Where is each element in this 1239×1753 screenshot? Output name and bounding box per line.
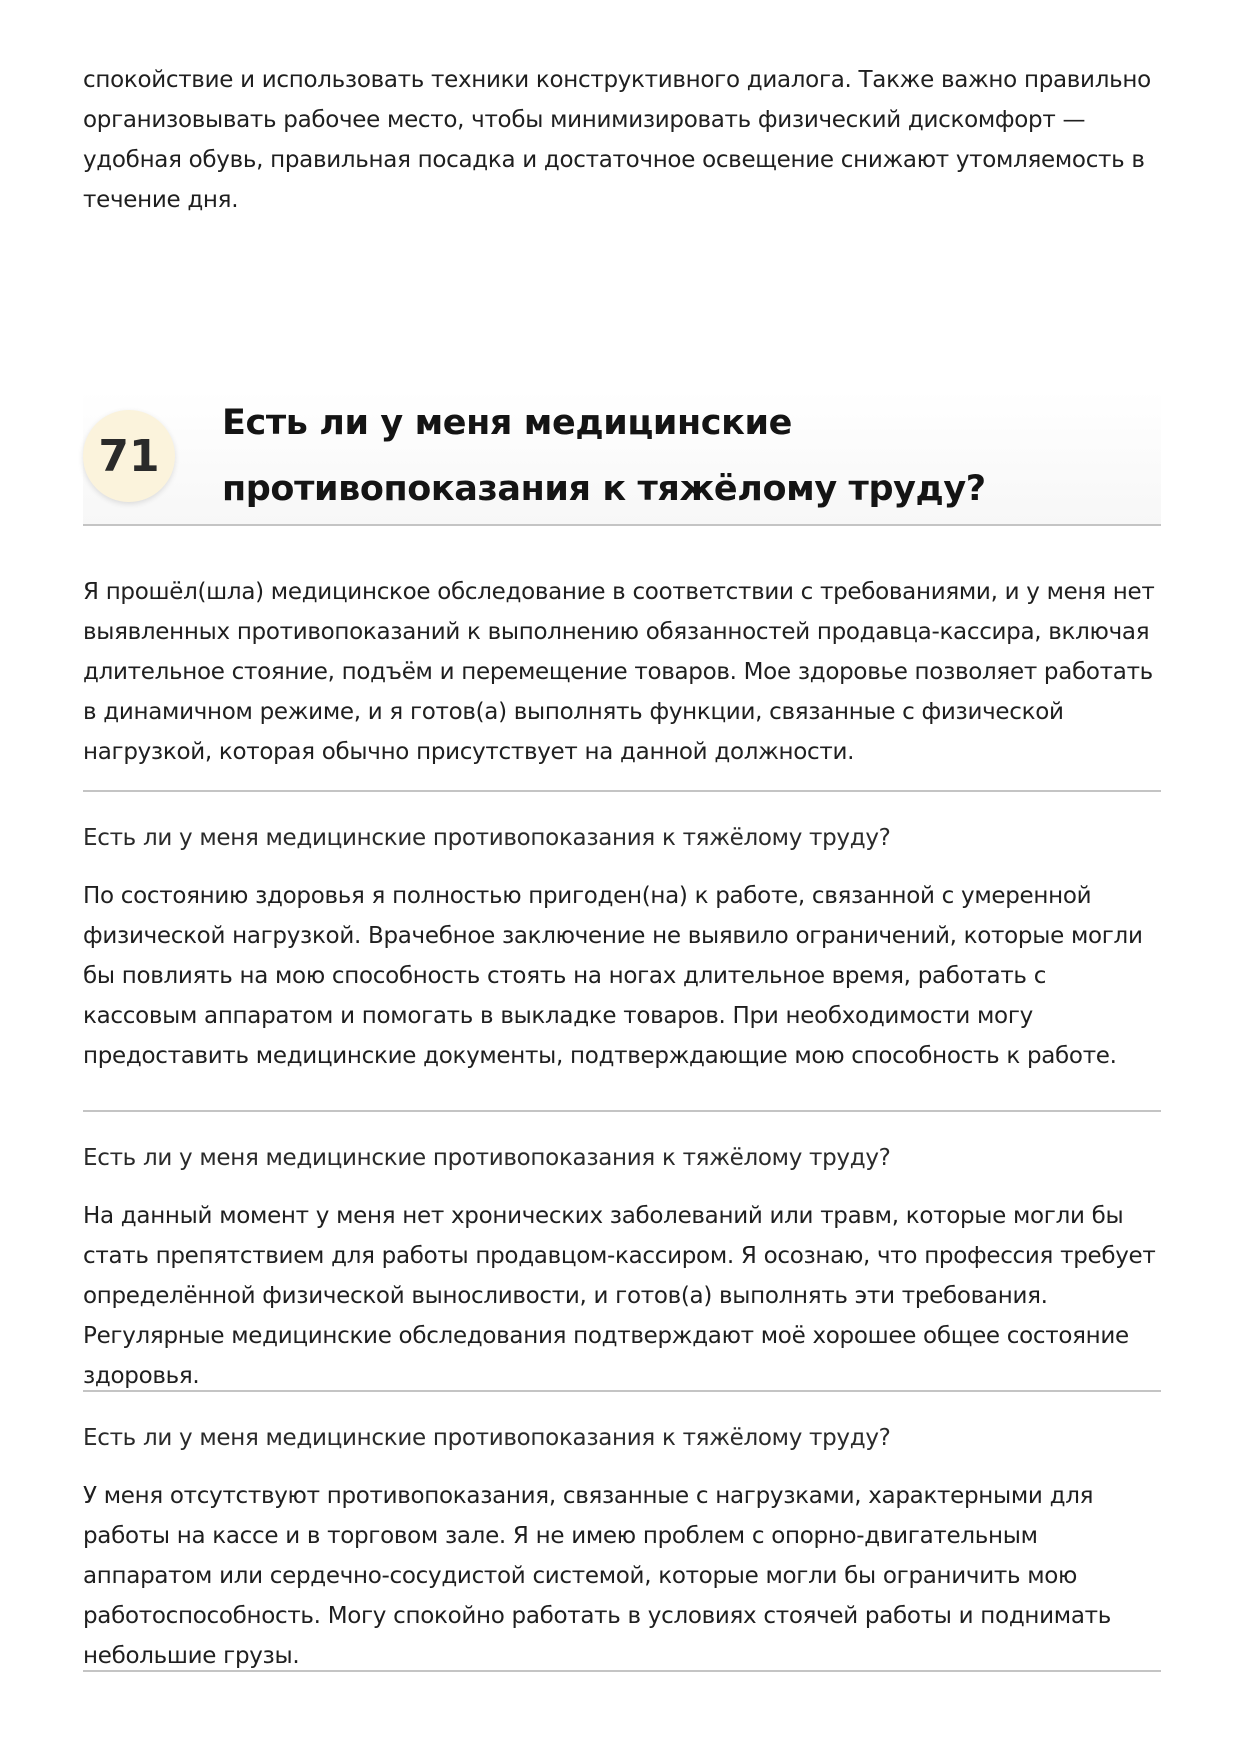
intro-paragraph: спокойствие и использовать техники конструктивного диалога. Также важно правильно организовывать рабочее место, чтобы минимизировать физический дискомфорт — удобная обувь, правильная посадка и достаточное освещение снижают утомляемость в течение дня. [83,67,1151,213]
answer-question: Есть ли у меня медицинские противопоказания к тяжёлому труду? [83,825,891,851]
answer-block [83,562,1161,792]
answer-block [83,1392,1161,1672]
answer-question: Есть ли у меня медицинские противопоказания к тяжёлому труду? [83,1145,891,1171]
answer-text: На данный момент у меня нет хронических заболеваний или травм, которые могли бы стать препятствием для работы продавцом-кассиром. Я осознаю, что профессия требует определённой физической выносливости, и готов(а) выполнять эти требования. Регулярные медицинские обследования подтверждают моё хорошее общее состояние здоровья. [83,1203,1156,1389]
answer-question: Есть ли у меня медицинские противопоказания к тяжёлому труду? [83,1425,891,1451]
question-number-badge: 71 [83,410,175,502]
answer-text: По состоянию здоровья я полностью пригоден(на) к работе, связанной с умеренной физической нагрузкой. Врачебное заключение не выявило ограничений, которые могли бы повлиять на мою способность стоять на ногах длительное время, работать с кассовым аппаратом и помогать в выкладке товаров. При необходимости могу предоставить медицинские документы, подтверждающие мою способность к работе. [83,883,1143,1069]
answer-text: У меня отсутствуют противопоказания, связанные с нагрузками, характерными для работы на кассе и в торговом зале. Я не имею проблем с опорно-двигательным аппаратом или сердечно-сосудистой системой, которые могли бы ограничить мою работоспособность. Могу спокойно работать в условиях стоячей работы и поднимать небольшие грузы. [83,1483,1112,1669]
question-header [83,390,1161,526]
answer-text: Я прошёл(шла) медицинское обследование в соответствии с требованиями, и у меня нет выявленных противопоказаний к выполнению обязанностей продавца-кассира, включая длительное стояние, подъём и перемещение товаров. Мое здоровье позволяет работать в динамичном режиме, и я готов(а) выполнять функции, связанные с физической нагрузкой, которая обычно присутствует на данной должности. [83,579,1155,765]
answer-block [83,792,1161,1112]
question-title: Есть ли у меня медицинские противопоказания к тяжёлому труду? [222,403,986,509]
answer-block [83,1112,1161,1392]
